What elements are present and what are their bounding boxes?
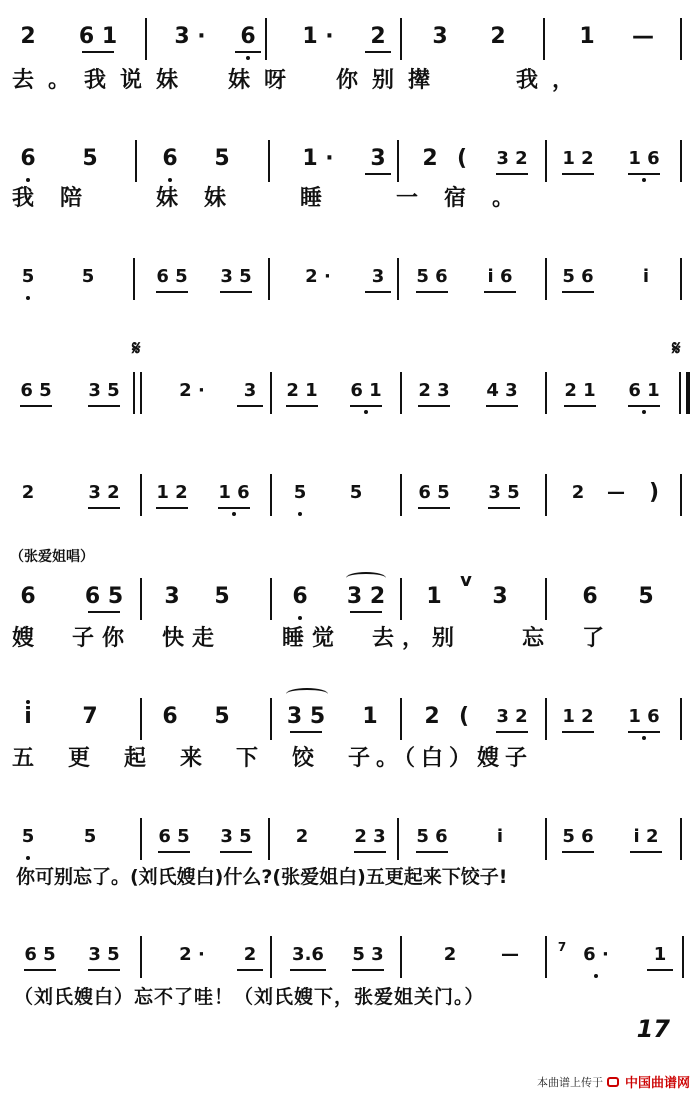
- note: 6 5: [154, 824, 194, 850]
- note: 6 1: [624, 378, 664, 404]
- note: 5: [82, 146, 98, 171]
- lyric-text: （刘氏嫂白）忘不了哇！（刘氏嫂下，张爱姐关门。）: [14, 986, 485, 1008]
- repeat-barline: [686, 372, 690, 414]
- note: 1: [426, 584, 442, 609]
- note: 5 6: [558, 264, 598, 290]
- footer-site-link[interactable]: 中国曲谱网: [624, 1076, 690, 1091]
- note: 2 1: [560, 378, 600, 404]
- note: 2 ·: [179, 944, 205, 965]
- barline: [680, 18, 682, 60]
- note: 6: [162, 704, 178, 729]
- barline: [140, 474, 142, 516]
- note: 3: [361, 264, 395, 290]
- note: i: [642, 266, 650, 287]
- note: 2: [571, 482, 585, 503]
- barline: [543, 18, 545, 60]
- note: 1 2: [152, 480, 192, 506]
- note: i 2: [626, 824, 666, 850]
- barline: [268, 258, 270, 300]
- note: 2: [424, 704, 440, 729]
- barline: [140, 936, 142, 978]
- note: 6: [283, 584, 317, 610]
- note: 2: [233, 942, 267, 968]
- lyric-text: 嫂 子你 快走 睡觉 去，别 忘 了: [12, 626, 613, 651]
- score-system-4: [0, 372, 700, 432]
- barline: [135, 140, 137, 182]
- note: 3 ·: [174, 24, 206, 49]
- lyric-text: 我陪 妹妹 睡 一宿。: [12, 186, 541, 211]
- barline: [400, 578, 402, 620]
- barline: [133, 258, 135, 300]
- lyric-line-6: [0, 624, 700, 658]
- repeat-barline: [140, 372, 142, 414]
- barline: [265, 18, 267, 60]
- note: 5: [214, 146, 230, 171]
- note: 6: [231, 24, 265, 50]
- note: 1 6: [214, 480, 254, 506]
- note: 5: [214, 704, 230, 729]
- lyric-text: 去。我说妹 妹呀 你别撵 我，: [12, 68, 589, 93]
- barline: [400, 18, 402, 60]
- note: 7: [82, 704, 98, 729]
- note: 3 2: [346, 584, 386, 609]
- note: 1 2: [558, 146, 598, 172]
- note: 5: [11, 264, 45, 290]
- note: 1 6: [624, 704, 664, 730]
- note: 6 5: [414, 480, 454, 506]
- note: 2: [21, 482, 35, 503]
- note: ): [648, 480, 660, 505]
- note: 5: [214, 584, 230, 609]
- note: —: [632, 24, 654, 49]
- segno-sign: 𝄋: [672, 336, 681, 360]
- note: 2: [361, 24, 395, 50]
- note: 2: [295, 826, 309, 847]
- barline: [270, 698, 272, 740]
- score-system-3: [0, 258, 700, 318]
- note: 3: [492, 584, 508, 609]
- note: 3 5: [286, 704, 326, 729]
- note: 6 5: [20, 942, 60, 968]
- note: 6 1: [78, 24, 118, 49]
- note: 3: [164, 584, 180, 609]
- note: 1 6: [624, 146, 664, 172]
- note: 3: [361, 146, 395, 172]
- score-system-5: [0, 474, 700, 534]
- note: 1: [579, 24, 595, 49]
- note: 3: [432, 24, 448, 49]
- note: 2: [490, 24, 506, 49]
- grace-note: 7: [557, 940, 567, 954]
- barline: [545, 258, 547, 300]
- barline: [545, 140, 547, 182]
- note: 3 5: [84, 378, 124, 404]
- note: 2: [443, 944, 457, 965]
- barline: [270, 372, 272, 414]
- barline: [140, 578, 142, 620]
- barline: [680, 258, 682, 300]
- note: 6: [20, 584, 36, 609]
- note: (: [458, 704, 470, 729]
- note: i 6: [480, 264, 520, 290]
- note: 3: [233, 378, 267, 404]
- note: 3 5: [216, 824, 256, 850]
- barline: [397, 818, 399, 860]
- barline: [397, 258, 399, 300]
- note: 3.6: [286, 942, 330, 968]
- segno-sign: 𝄋: [132, 336, 141, 360]
- lyric-line-9: [0, 982, 700, 1016]
- barline: [268, 818, 270, 860]
- barline: [545, 818, 547, 860]
- note: 5: [11, 824, 45, 850]
- note: 5 6: [412, 824, 452, 850]
- lyric-line-8: [0, 862, 700, 896]
- note: 6: [153, 146, 187, 172]
- note: 3 5: [84, 942, 124, 968]
- barline: [682, 936, 684, 978]
- barline: [400, 372, 402, 414]
- lyric-line-2: [0, 184, 700, 218]
- note: 5: [283, 480, 317, 506]
- barline: [397, 140, 399, 182]
- note: 5: [638, 584, 654, 609]
- note: 6 5: [84, 584, 124, 609]
- barline: [545, 698, 547, 740]
- barline: [545, 474, 547, 516]
- note: 6 5: [152, 264, 192, 290]
- note: 2 3: [414, 378, 454, 404]
- note: (: [456, 146, 468, 171]
- note: 1 2: [558, 704, 598, 730]
- barline: [140, 818, 142, 860]
- note: 5 6: [558, 824, 598, 850]
- note: 5: [81, 266, 95, 287]
- barline: [400, 474, 402, 516]
- barline: [545, 372, 547, 414]
- lyric-text: 你可别忘了。(刘氏嫂白)什么?(张爱姐白)五更起来下饺子!: [16, 866, 508, 888]
- note: 5 3: [348, 942, 388, 968]
- note: 3 2: [492, 146, 532, 172]
- note: 2 ·: [179, 380, 205, 401]
- note: 5: [83, 826, 97, 847]
- barline: [270, 578, 272, 620]
- note: 3 5: [216, 264, 256, 290]
- barline: [268, 140, 270, 182]
- note: 1 ·: [302, 146, 334, 171]
- barline: [145, 18, 147, 60]
- barline: [400, 698, 402, 740]
- note: 5: [349, 482, 363, 503]
- note: 2 ·: [305, 266, 331, 287]
- barline: [680, 474, 682, 516]
- note: 2: [20, 24, 36, 49]
- note: 2: [422, 146, 438, 171]
- barline: [680, 140, 682, 182]
- note: 1: [643, 942, 677, 968]
- note: 1: [362, 704, 378, 729]
- lyric-text: 五 更 起 来 下 饺 子。（白）嫂子: [12, 746, 534, 771]
- note: 6 5: [16, 378, 56, 404]
- note: 6 ·: [579, 942, 613, 968]
- note: 5 6: [412, 264, 452, 290]
- barline: [680, 818, 682, 860]
- note: 2 3: [350, 824, 390, 850]
- breath-mark: v: [460, 570, 472, 591]
- site-logo-icon: [607, 1076, 621, 1088]
- page-number: 17: [636, 1015, 670, 1043]
- barline: [270, 474, 272, 516]
- barline: [140, 698, 142, 740]
- note: 6: [582, 584, 598, 609]
- lyric-line-7: [0, 744, 700, 778]
- lyric-line-1: [0, 66, 700, 100]
- note: 2 1: [282, 378, 322, 404]
- note: i: [496, 826, 504, 847]
- note: —: [607, 482, 625, 503]
- note: 3 5: [484, 480, 524, 506]
- note: 6 1: [346, 378, 386, 404]
- note: 3 2: [492, 704, 532, 730]
- note: i: [11, 704, 45, 730]
- barline: [545, 578, 547, 620]
- note: 4 3: [482, 378, 522, 404]
- note: 6: [11, 146, 45, 172]
- note: 3 2: [84, 480, 124, 506]
- barline: [680, 698, 682, 740]
- source-footer: [537, 1072, 690, 1091]
- barline: [270, 936, 272, 978]
- barline: [400, 936, 402, 978]
- note: —: [501, 944, 519, 965]
- note: 1 ·: [302, 24, 334, 49]
- footer-text: 本曲谱上传于: [536, 1075, 603, 1089]
- singer-label: （张爱姐唱）: [10, 549, 94, 565]
